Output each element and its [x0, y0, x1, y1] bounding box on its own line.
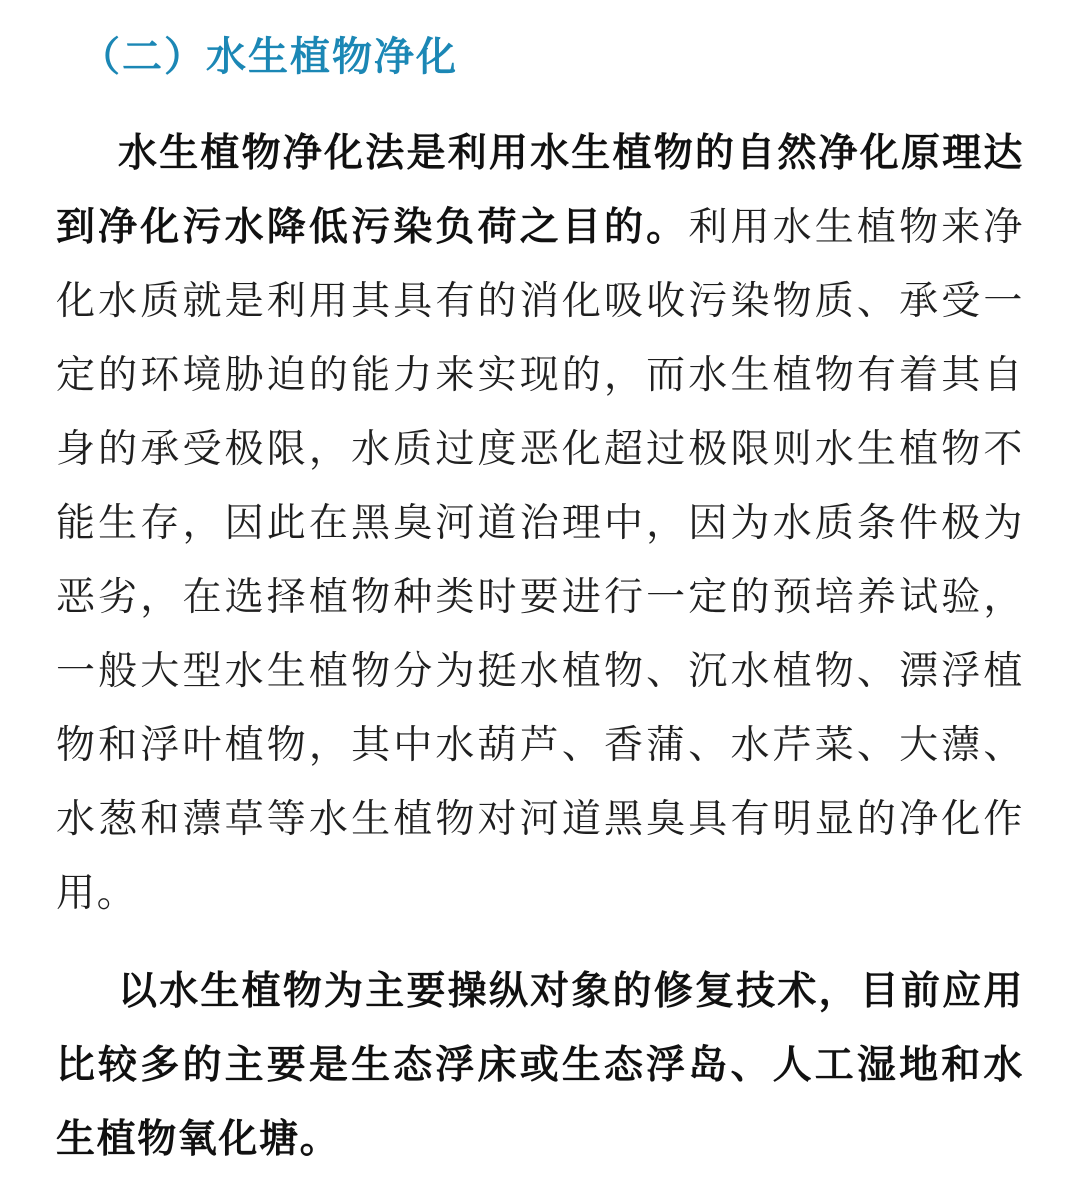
paragraph-lead-sentence: 水生植物净化法是利用水生植物的自然净化原理达到净化污水降低污染负荷之目的。	[56, 131, 1024, 250]
paragraph-plant-purification	[56, 117, 1024, 931]
paragraph-body-text: 利用水生植物来净化水质就是利用其具有的消化吸收污染物质、承受一定的环境胁迫的能力来实现的，而水生植物有着其自身的承受极限，水质过度恶化超过极限则水生植物不能生存，因此在黑臭河道治理中，因为水质条件极为恶劣，在选择植物种类时要进行一定的预培养试验，一般大型水生植物分为挺水植物、沉水植物、漂浮植物和浮叶植物，其中水葫芦、香蒲、水芹菜、大薸、水葱和薸草等水生植物对河道黑臭具有明显的净化作用。	[56, 205, 1024, 916]
paragraph-restoration-techniques	[56, 955, 1024, 1177]
section-heading: （二）水生植物净化	[80, 34, 458, 80]
paragraph-techniques-text: 以水生植物为主要操纵对象的修复技术，目前应用比较多的主要是生态浮床或生态浮岛、人工湿地和水生植物氧化塘。	[56, 969, 1024, 1162]
